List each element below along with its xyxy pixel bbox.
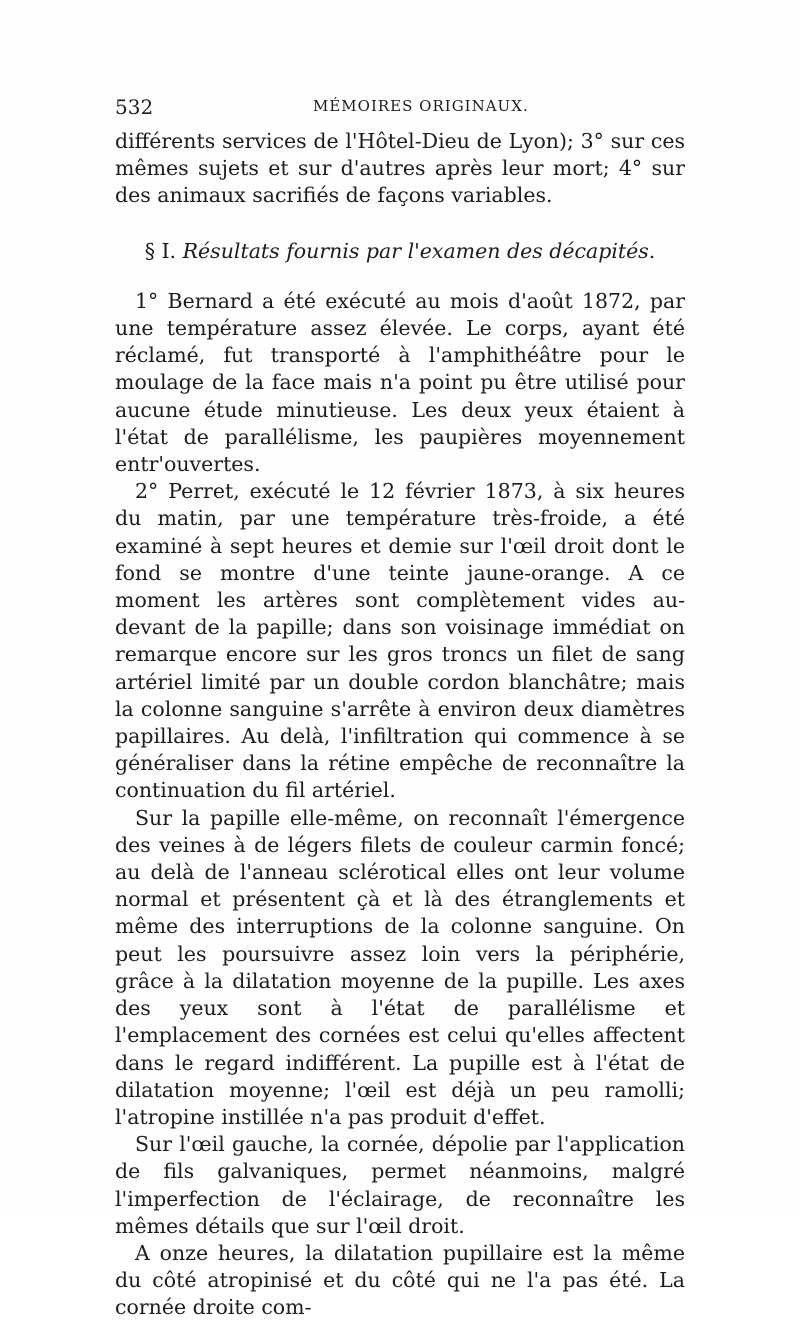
body-text — [115, 128, 685, 1322]
page-number: 532 — [115, 95, 154, 119]
paragraph-continuation: différents services de l'Hôtel-Dieu de Lyon); 3° sur ces mêmes sujets et sur d'autres après leur mort; 4° sur des animaux sacrifiés de façons variables. — [115, 129, 685, 208]
paragraph-papille: Sur la papille elle-même, on reconnaît l'émergence des veines à de légers filets de couleur carmin foncé; au delà de l'anneau sclérotical elles ont leur volume normal et présentent çà et là des étranglements et même des interruptions de la colonne sanguine. On peut les poursuivre assez loin vers la périphérie, grâce à la dilatation moyenne de la pupille. Les axes des yeux sont à l'état de parallélisme et l'emplacement des cornées est celui qu'elles affectent dans le regard indifférent. La pupille est à l'état de dilatation moyenne; l'œil est déjà un peu ramolli; l'atropine instillée n'a pas produit d'effet. — [115, 805, 685, 1129]
running-head — [115, 95, 685, 119]
running-title: MÉMOIRES ORIGINAUX. — [313, 97, 529, 115]
paragraph-oeil-gauche: Sur l'œil gauche, la cornée, dépolie par l'application de fils galvaniques, permet néanmoins, malgré l'imperfection de l'éclairage, de reconnaître les mêmes détails que sur l'œil droit. — [115, 1132, 685, 1238]
paragraph-perret: 2° Perret, exécuté le 12 février 1873, à six heures du matin, par une température très-froide, a été examiné à sept heures et demie sur l'œil droit dont le fond se montre d'une teinte jaune-orange. A ce moment les artères sont complètement vides au-devant de la papille; dans son voisinage immédiat on remarque encore sur les gros troncs un filet de sang artériel limité par un double cordon blanchâtre; mais la colonne sanguine s'arrête à environ deux diamètres papillaires. Au delà, l'infiltration qui commence à se généraliser dans la rétine empêche de reconnaître la continuation du fil artériel. — [115, 479, 685, 803]
section-number: § I. — [144, 238, 177, 263]
paragraph-onze-heures: A onze heures, la dilatation pupillaire est la même du côté atropinisé et du côté qui ne l'a pas été. La cornée droite com- — [115, 1240, 685, 1320]
section-heading — [115, 238, 685, 265]
paragraph-bernard: 1° Bernard a été exécuté au mois d'août 1872, par une température assez élevée. Le corps, ayant été réclamé, fut transporté à l'amphithéâtre pour le moulage de la face mais n'a point pu être utilisé pour aucune étude minutieuse. Les deux yeux étaient à l'état de parallélisme, les paupières moyennement entr'ouvertes. — [115, 288, 685, 477]
section-title: Résultats fournis par l'examen des décapités. — [182, 238, 656, 263]
